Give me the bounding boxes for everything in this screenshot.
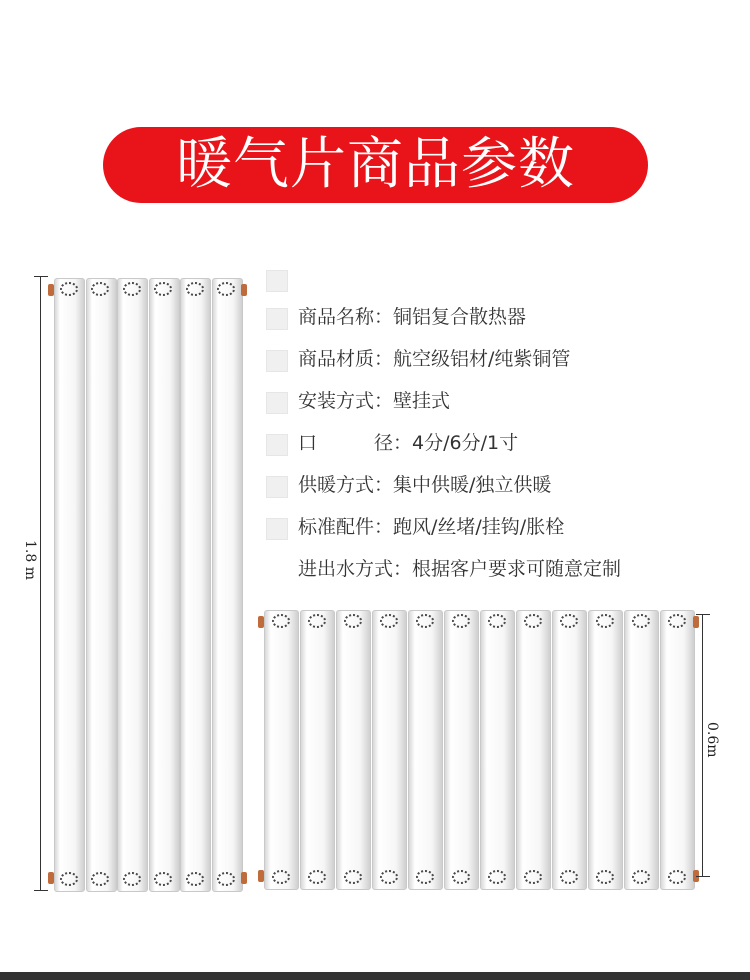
tall-dimension-tick-bottom <box>34 890 48 891</box>
radiator-ornament-icon <box>416 614 434 628</box>
spec-bullet-icon <box>266 308 288 330</box>
spec-text: 安装方式：壁挂式 <box>298 390 451 412</box>
spec-item-install <box>262 378 682 420</box>
radiator-ornament-icon <box>154 282 172 296</box>
radiator-ornament-icon <box>344 614 362 628</box>
spec-bullet-icon <box>266 392 288 414</box>
radiator-column <box>408 610 443 890</box>
spec-item-diameter <box>262 420 682 462</box>
radiator-ornament-icon <box>60 872 78 886</box>
tall-radiator-image <box>54 278 244 893</box>
radiator-ornament-icon <box>452 614 470 628</box>
radiator-column <box>149 278 180 892</box>
radiator-column <box>480 610 515 890</box>
bottom-divider <box>0 972 750 980</box>
radiator-column <box>624 610 659 890</box>
radiator-ornament-icon <box>308 870 326 884</box>
spec-bullet-row <box>262 268 682 294</box>
radiator-ornament-icon <box>632 870 650 884</box>
radiator-column <box>552 610 587 890</box>
tall-dimension-line <box>40 276 41 891</box>
spec-item-water-inlet <box>262 546 682 588</box>
radiator-ornament-icon <box>272 614 290 628</box>
radiator-ornament-icon <box>91 282 109 296</box>
radiator-ornament-icon <box>91 872 109 886</box>
spec-bullet-icon <box>266 350 288 372</box>
radiator-column <box>336 610 371 890</box>
radiator-column <box>516 610 551 890</box>
radiator-ornament-icon <box>488 614 506 628</box>
radiator-ornament-icon <box>272 870 290 884</box>
wide-height-label: 0.6m <box>704 722 720 758</box>
radiator-ornament-icon <box>186 872 204 886</box>
pipe-fitting-icon <box>48 284 54 296</box>
radiator-ornament-icon <box>632 614 650 628</box>
spec-text: 进出水方式：根据客户要求可随意定制 <box>298 558 622 580</box>
radiator-ornament-icon <box>344 870 362 884</box>
spec-item-material <box>262 336 682 378</box>
radiator-column <box>300 610 335 890</box>
spec-text: 供暖方式：集中供暖/独立供暖 <box>298 474 552 496</box>
pipe-fitting-icon <box>241 284 247 296</box>
pipe-fitting-icon <box>258 870 264 882</box>
radiator-column <box>180 278 211 892</box>
radiator-column <box>86 278 117 892</box>
radiator-ornament-icon <box>668 614 686 628</box>
radiator-column <box>444 610 479 890</box>
spec-bullet-icon <box>266 270 288 292</box>
radiator-ornament-icon <box>186 282 204 296</box>
spec-text: 商品名称：铜铝复合散热器 <box>298 306 527 328</box>
radiator-column <box>588 610 623 890</box>
radiator-ornament-icon <box>524 870 542 884</box>
radiator-ornament-icon <box>596 614 614 628</box>
radiator-column <box>264 610 299 890</box>
spec-list <box>262 268 682 588</box>
wide-dimension-line <box>702 614 703 876</box>
wide-dimension-tick-bottom <box>696 876 710 877</box>
radiator-ornament-icon <box>60 282 78 296</box>
wide-dimension-tick-top <box>696 614 710 615</box>
radiator-ornament-icon <box>416 870 434 884</box>
pipe-fitting-icon <box>693 616 699 628</box>
pipe-fitting-icon <box>241 872 247 884</box>
spec-text: 口 径：4分/6分/1寸 <box>298 432 519 454</box>
radiator-column <box>54 278 85 892</box>
radiator-ornament-icon <box>488 870 506 884</box>
radiator-column <box>660 610 695 890</box>
radiator-ornament-icon <box>668 870 686 884</box>
spec-item-heating <box>262 462 682 504</box>
pipe-fitting-icon <box>258 616 264 628</box>
spec-text: 商品材质：航空级铝材/纯紫铜管 <box>298 348 571 370</box>
radiator-ornament-icon <box>452 870 470 884</box>
radiator-column <box>212 278 243 892</box>
radiator-ornament-icon <box>308 614 326 628</box>
banner-title: 暖气片商品参数 <box>176 132 575 197</box>
tall-height-label: 1.8 m <box>22 540 38 580</box>
radiator-ornament-icon <box>123 872 141 886</box>
tall-dimension-tick-top <box>34 276 48 277</box>
spec-item-name <box>262 294 682 336</box>
spec-text: 标准配件：跑风/丝堵/挂钩/胀栓 <box>298 516 565 538</box>
radiator-ornament-icon <box>154 872 172 886</box>
radiator-ornament-icon <box>524 614 542 628</box>
spec-bullet-icon <box>266 476 288 498</box>
radiator-ornament-icon <box>560 614 578 628</box>
spec-bullet-icon <box>266 518 288 540</box>
radiator-ornament-icon <box>217 872 235 886</box>
spec-item-accessories <box>262 504 682 546</box>
radiator-ornament-icon <box>560 870 578 884</box>
radiator-column <box>117 278 148 892</box>
title-banner <box>103 127 648 203</box>
radiator-ornament-icon <box>380 870 398 884</box>
radiator-ornament-icon <box>380 614 398 628</box>
radiator-column <box>372 610 407 890</box>
radiator-ornament-icon <box>596 870 614 884</box>
radiator-ornament-icon <box>123 282 141 296</box>
spec-bullet-icon <box>266 434 288 456</box>
pipe-fitting-icon <box>48 872 54 884</box>
radiator-ornament-icon <box>217 282 235 296</box>
wide-radiator-image <box>264 610 694 892</box>
